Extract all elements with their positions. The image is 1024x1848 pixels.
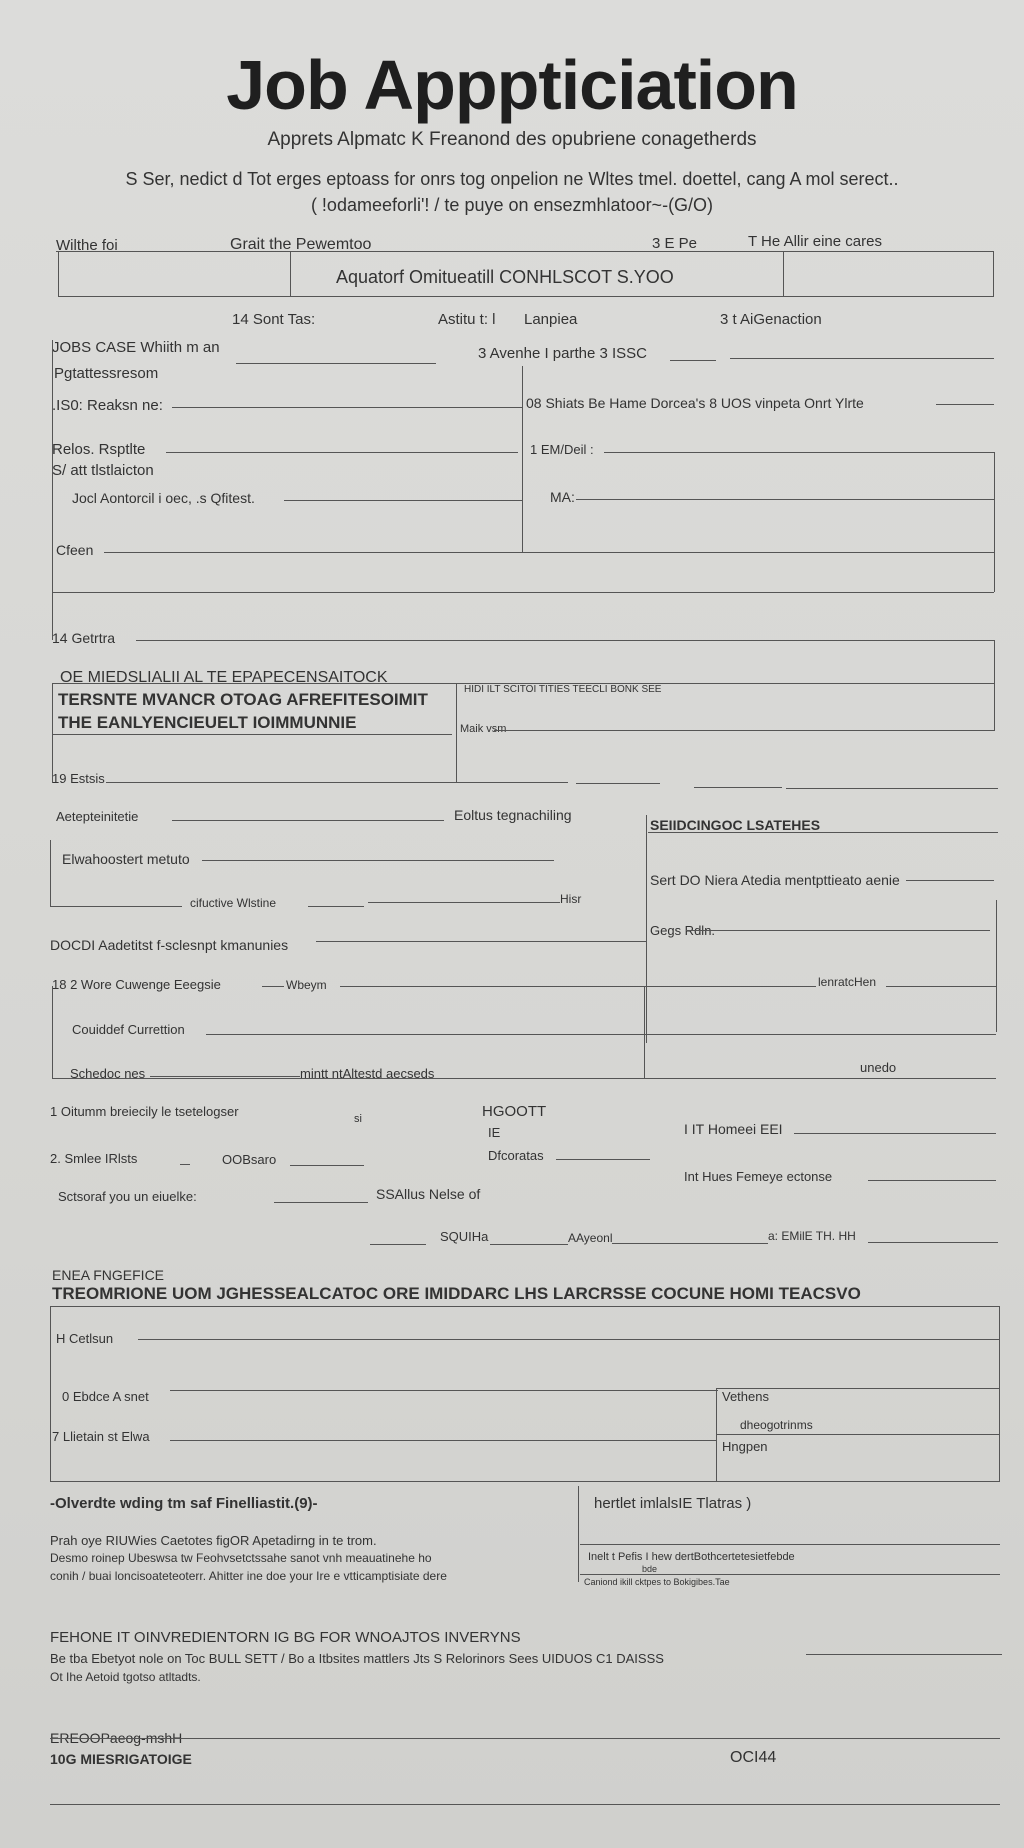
- availability-row-1-line[interactable]: [138, 1339, 1000, 1340]
- employer-label: DOCDI Aadetitst f-sclesnpt kmanunies: [50, 937, 289, 953]
- department-label: Grait the Pewemtoo: [230, 236, 372, 253]
- availability-row-2: 0 Ebdce A snet: [62, 1389, 149, 1404]
- footer-line-2: Ot Ihe Aetoid tgotso atltadts.: [50, 1670, 201, 1684]
- declaration-left-head: -Olverdte wding tm saf Finelliastit.(9)-: [50, 1495, 318, 1512]
- status-sub-label: S/ att tlstlaicton: [52, 462, 154, 479]
- footer-line-1: Be tba Ebetyot nole on Toc BULL SETT / Bo a Itbsites mattlers Jts S Relorinors Sees UIDUOS C1 DAISSS: [50, 1651, 664, 1666]
- relationship-line[interactable]: [166, 452, 518, 453]
- city-state-label: 08 Shiats Be Hame Dorcea's 8 UOS vinpeta Onrt Ylrte: [526, 395, 864, 411]
- citizen-label: Cfeen: [56, 542, 94, 558]
- reference-3-label: Sctsoraf you un eiuelke:: [58, 1189, 197, 1204]
- availability-row-2-right: Vethens: [722, 1389, 769, 1404]
- salary-label: lenratcHen: [818, 975, 877, 989]
- phone-field-line[interactable]: [730, 358, 994, 359]
- availability-box: [50, 1306, 1000, 1482]
- school-col-sub: Maik vsm: [460, 723, 507, 735]
- address-sub-label: Pgtattessresom: [54, 365, 159, 382]
- degree-label: Aetepteinitetie: [56, 809, 139, 824]
- ma-label: MA:: [550, 489, 575, 505]
- name-field-line[interactable]: [236, 363, 436, 364]
- declaration-para-2: Desmo roinep Ubeswsa tw Feohvsetctssahe sanot vnh meauatinehe ho: [50, 1551, 432, 1565]
- school-1-line[interactable]: [106, 782, 456, 783]
- availability-row-2-line[interactable]: [170, 1390, 718, 1391]
- declaration-right-2: Caniond ikill cktpes to Bokigibes.Tae: [584, 1577, 730, 1587]
- availability-row-3-right-a: dheogotrinms: [740, 1418, 813, 1432]
- gender-label: 14 Getrtra: [52, 630, 116, 646]
- bottom-rule: [50, 1804, 1000, 1805]
- section-head-2: Astitu t: l: [438, 311, 496, 328]
- duties-line[interactable]: [206, 1034, 996, 1035]
- reference-1-mark: si: [354, 1113, 362, 1125]
- reference-2-line[interactable]: [290, 1165, 364, 1166]
- school-1-label: 19 Estsis: [52, 771, 105, 786]
- schedule-line[interactable]: [150, 1076, 300, 1077]
- job-title-label: 18 2 Wore Cuwenge Eeegsie: [52, 977, 221, 992]
- email-line[interactable]: [604, 452, 994, 453]
- reference-1-label: 1 Oitumm breiecily le tsetelogser: [50, 1104, 239, 1119]
- availability-label: T He Allir eine cares: [748, 233, 882, 250]
- graduation-label: Elwahoostert metuto: [62, 851, 190, 867]
- availability-row-1: H Cetlsun: [56, 1331, 114, 1346]
- footer-head: FEHONE IT OINVREDIENTORN IG BG FOR WNOAJTOS INVERYNS: [50, 1629, 521, 1646]
- address-label: .IS0: Reaksn ne:: [52, 397, 163, 414]
- job-title-line[interactable]: [340, 986, 816, 987]
- reference-1-line[interactable]: [556, 1159, 650, 1160]
- declaration-right-head: hertlet imlalsIE Tlatras ): [594, 1495, 752, 1512]
- skills-box-head: SEIIDCINGOC LSATEHES: [650, 817, 821, 833]
- signature-line[interactable]: [50, 1738, 1000, 1739]
- page-subtitle: Apprets Alpmatc K Freanond des opubriene conagetherds: [267, 129, 757, 150]
- gpa-line[interactable]: [308, 906, 364, 907]
- reference-1-mid-2: IE: [488, 1125, 501, 1140]
- reference-sig-a: SQUIHa: [440, 1229, 489, 1244]
- declaration-para-1: Prah oye RIUWies Caetotes figOR Apetadirng in te trom.: [50, 1533, 377, 1548]
- availability-row-3: 7 Llietain st Elwa: [52, 1429, 150, 1444]
- gender-line[interactable]: [136, 640, 994, 641]
- job-details-line[interactable]: [284, 500, 522, 501]
- honors-label: Hisr: [560, 892, 582, 906]
- skills-line-2: Gegs Rdln.: [650, 923, 716, 938]
- intro-note-line-2: ( !odameeforli'! / te puye on ensezmhlatoor~-(G/O): [310, 195, 714, 215]
- phone-field-label: 3 Avenhe I parthe 3 ISSC: [478, 345, 648, 362]
- email-label: 1 EM/Deil :: [530, 442, 594, 457]
- reference-1-mid-1: HGOOTT: [482, 1103, 547, 1120]
- availability-row-3-line[interactable]: [170, 1440, 716, 1441]
- reference-1-right: I IT Homeei EEI: [684, 1121, 783, 1137]
- education-sub-2: THE EANLYENCIEUELT IOIMMUNNIE: [58, 713, 357, 732]
- reference-1-mid-3: Dfcoratas: [488, 1148, 544, 1163]
- graduation-line[interactable]: [202, 860, 554, 861]
- declaration-right-1: Inelt t Pefis I hew dertBothcertetesietfebde: [588, 1551, 795, 1563]
- supervisor-label: Wbeym: [286, 978, 327, 992]
- education-sub-1: TERSNTE MVANCR OTOAG AFREFITESOIMIT: [58, 690, 428, 709]
- reference-sig-c: a: EMilE TH. HH: [768, 1229, 856, 1243]
- reference-sig-line[interactable]: [612, 1243, 768, 1244]
- reference-2-label: 2. Smlee IRlsts: [50, 1151, 138, 1166]
- schedule-label: Schedoc nes: [70, 1066, 146, 1081]
- skills-line-1-rule[interactable]: [906, 880, 994, 881]
- section-head-3: Lanpiea: [524, 311, 578, 328]
- degree-line[interactable]: [172, 820, 444, 821]
- relationship-label: Relos. Rsptlte: [52, 441, 146, 458]
- signature-date: OCI44: [730, 1749, 777, 1766]
- reference-sig-b: AAyeonl: [568, 1231, 613, 1245]
- name-field-label: JOBS CASE Whiith m an: [52, 339, 220, 356]
- availability-subhead: TREOMRIONE UOM JGHESSEALCATOC ORE IMIDDARC LHS LARCRSSE COCUNE HOMI TEACSVO: [52, 1284, 861, 1303]
- position-label: Wilthe foi: [56, 237, 118, 254]
- reference-3-mid: SSAllus Nelse of: [376, 1186, 481, 1202]
- citizen-line[interactable]: [104, 552, 994, 553]
- reference-2-right: Int Hues Femeye ectonse: [684, 1169, 833, 1184]
- duties-label: Couiddef Currettion: [72, 1022, 185, 1037]
- intro-note-line-1: S Ser, nedict d Tot erges eptoass for onrs tog onpelion ne Wltes tmel. doettel, cang A mol serect..: [125, 169, 899, 189]
- availability-head: ENEA FNGEFICE: [52, 1267, 165, 1283]
- section-head-1: 14 Sont Tas:: [232, 311, 316, 328]
- signature-label-1: EREOOPaeog-mshH: [50, 1730, 183, 1746]
- address-line[interactable]: [172, 407, 522, 408]
- skills-line-1: Sert DO Niera Atedia mentpttieato aenie: [650, 872, 900, 888]
- position-applied-value: Aquatorf Omitueatill CONHLSCOT S.YOO: [336, 267, 674, 287]
- declaration-right-1b: bde: [642, 1564, 658, 1574]
- reference-2-b: OOBsaro: [222, 1152, 277, 1167]
- footer-line-1-rule[interactable]: [806, 1654, 1002, 1655]
- page-title: Job Apppticiation: [226, 46, 798, 124]
- job-details-label: Jocl Aontorcil i oec, .s Qfitest.: [72, 490, 255, 506]
- date-label: 3 E Pe: [652, 235, 698, 252]
- education-head: OE MIEDSLIALII AL TE EPAPECENSAITOCK: [60, 669, 388, 686]
- declaration-para-3: conih / buai loncisoateteoterr. Ahitter ine doe your Ire e vtticamptisiate dere: [50, 1569, 447, 1583]
- gpa-label: cifuctive Wlstine: [190, 896, 277, 910]
- reference-3-line[interactable]: [274, 1202, 368, 1203]
- major-label: Eoltus tegnachiling: [454, 807, 572, 823]
- school-col-head: HIDI ILT SCITOI TITIES TEECLI BONK SEE: [464, 684, 662, 695]
- reason-label: mintt ntAltestd aecseds: [300, 1066, 435, 1081]
- section-head-4: 3 t AiGenaction: [720, 311, 822, 328]
- employer-line[interactable]: [316, 941, 646, 942]
- signature-label-2: 10G MIESRIGATOIGE: [50, 1751, 192, 1767]
- duration-label: unedo: [860, 1060, 897, 1075]
- availability-row-3-right-b: Hngpen: [722, 1439, 768, 1454]
